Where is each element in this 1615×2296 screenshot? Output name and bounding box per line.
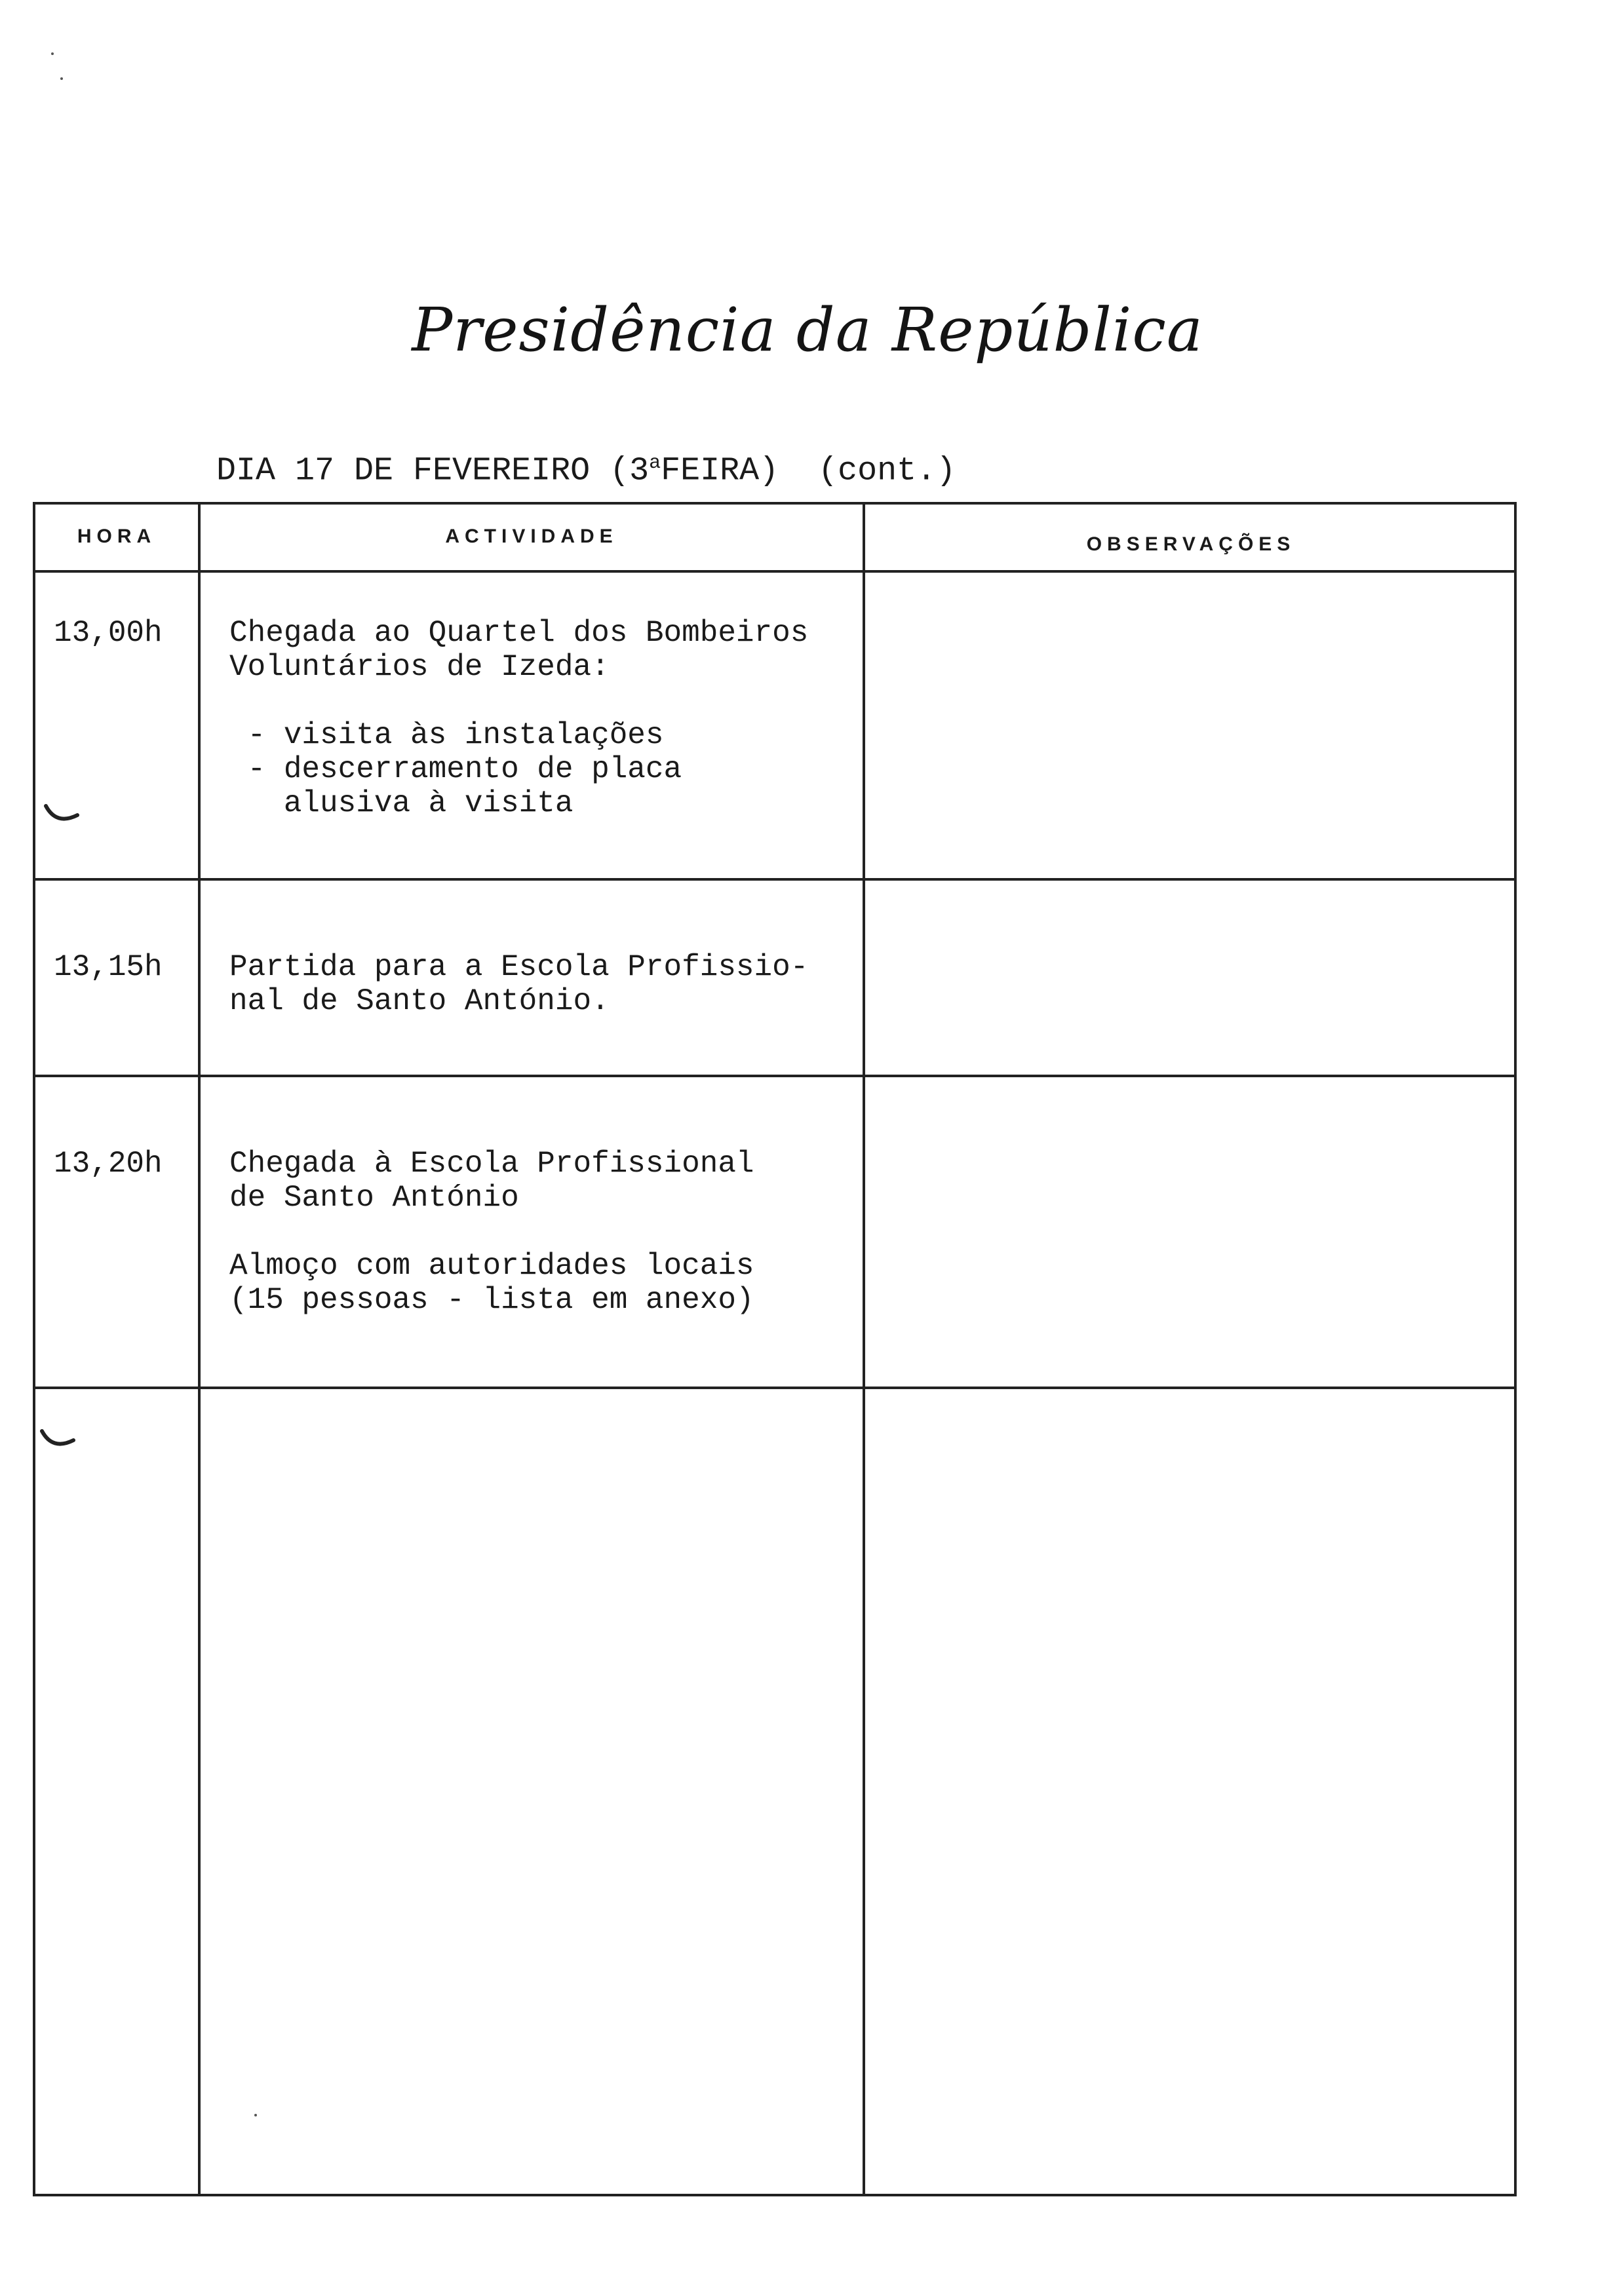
row-3-divider bbox=[35, 1387, 1514, 1389]
schedule-table bbox=[33, 502, 1517, 2196]
day-heading-prefix: DIA 17 DE FEVEREIRO (3 bbox=[216, 452, 650, 490]
header-actividade: ACTIVIDADE bbox=[445, 526, 618, 547]
row-2-time: 13,15h bbox=[54, 950, 163, 984]
row-2-activity: Partida para a Escola Profissio- nal de Santo António. bbox=[229, 950, 809, 1018]
punch-hole-mark-icon bbox=[43, 803, 80, 826]
letterhead-presidencia: Presidência da República bbox=[412, 295, 1203, 365]
day-heading bbox=[216, 452, 956, 490]
header-divider bbox=[35, 570, 1514, 573]
scan-speck bbox=[254, 2114, 257, 2116]
scan-speck bbox=[60, 77, 63, 80]
row-1-activity: Chegada ao Quartel dos Bombeiros Voluntários de Izeda: - visita às instalações - descerramento de placa alusiva à visita bbox=[229, 616, 809, 820]
punch-hole-mark-icon bbox=[39, 1428, 76, 1451]
row-3-time: 13,20h bbox=[54, 1147, 163, 1181]
row-2-divider bbox=[35, 1075, 1514, 1077]
row-1-time: 13,00h bbox=[54, 616, 163, 650]
header-observacoes: OBSERVAÇÕES bbox=[1086, 533, 1296, 555]
day-heading-ordinal: a bbox=[649, 452, 661, 474]
column-divider-hora bbox=[198, 505, 201, 2194]
day-heading-suffix: FEIRA) (cont.) bbox=[661, 452, 956, 490]
row-1-divider bbox=[35, 878, 1514, 881]
header-hora: HORA bbox=[77, 526, 157, 547]
row-3-activity: Chegada à Escola Profissional de Santo António Almoço com autoridades locais (15 pessoas - lista em anexo) bbox=[229, 1147, 754, 1317]
scan-speck bbox=[51, 52, 54, 55]
